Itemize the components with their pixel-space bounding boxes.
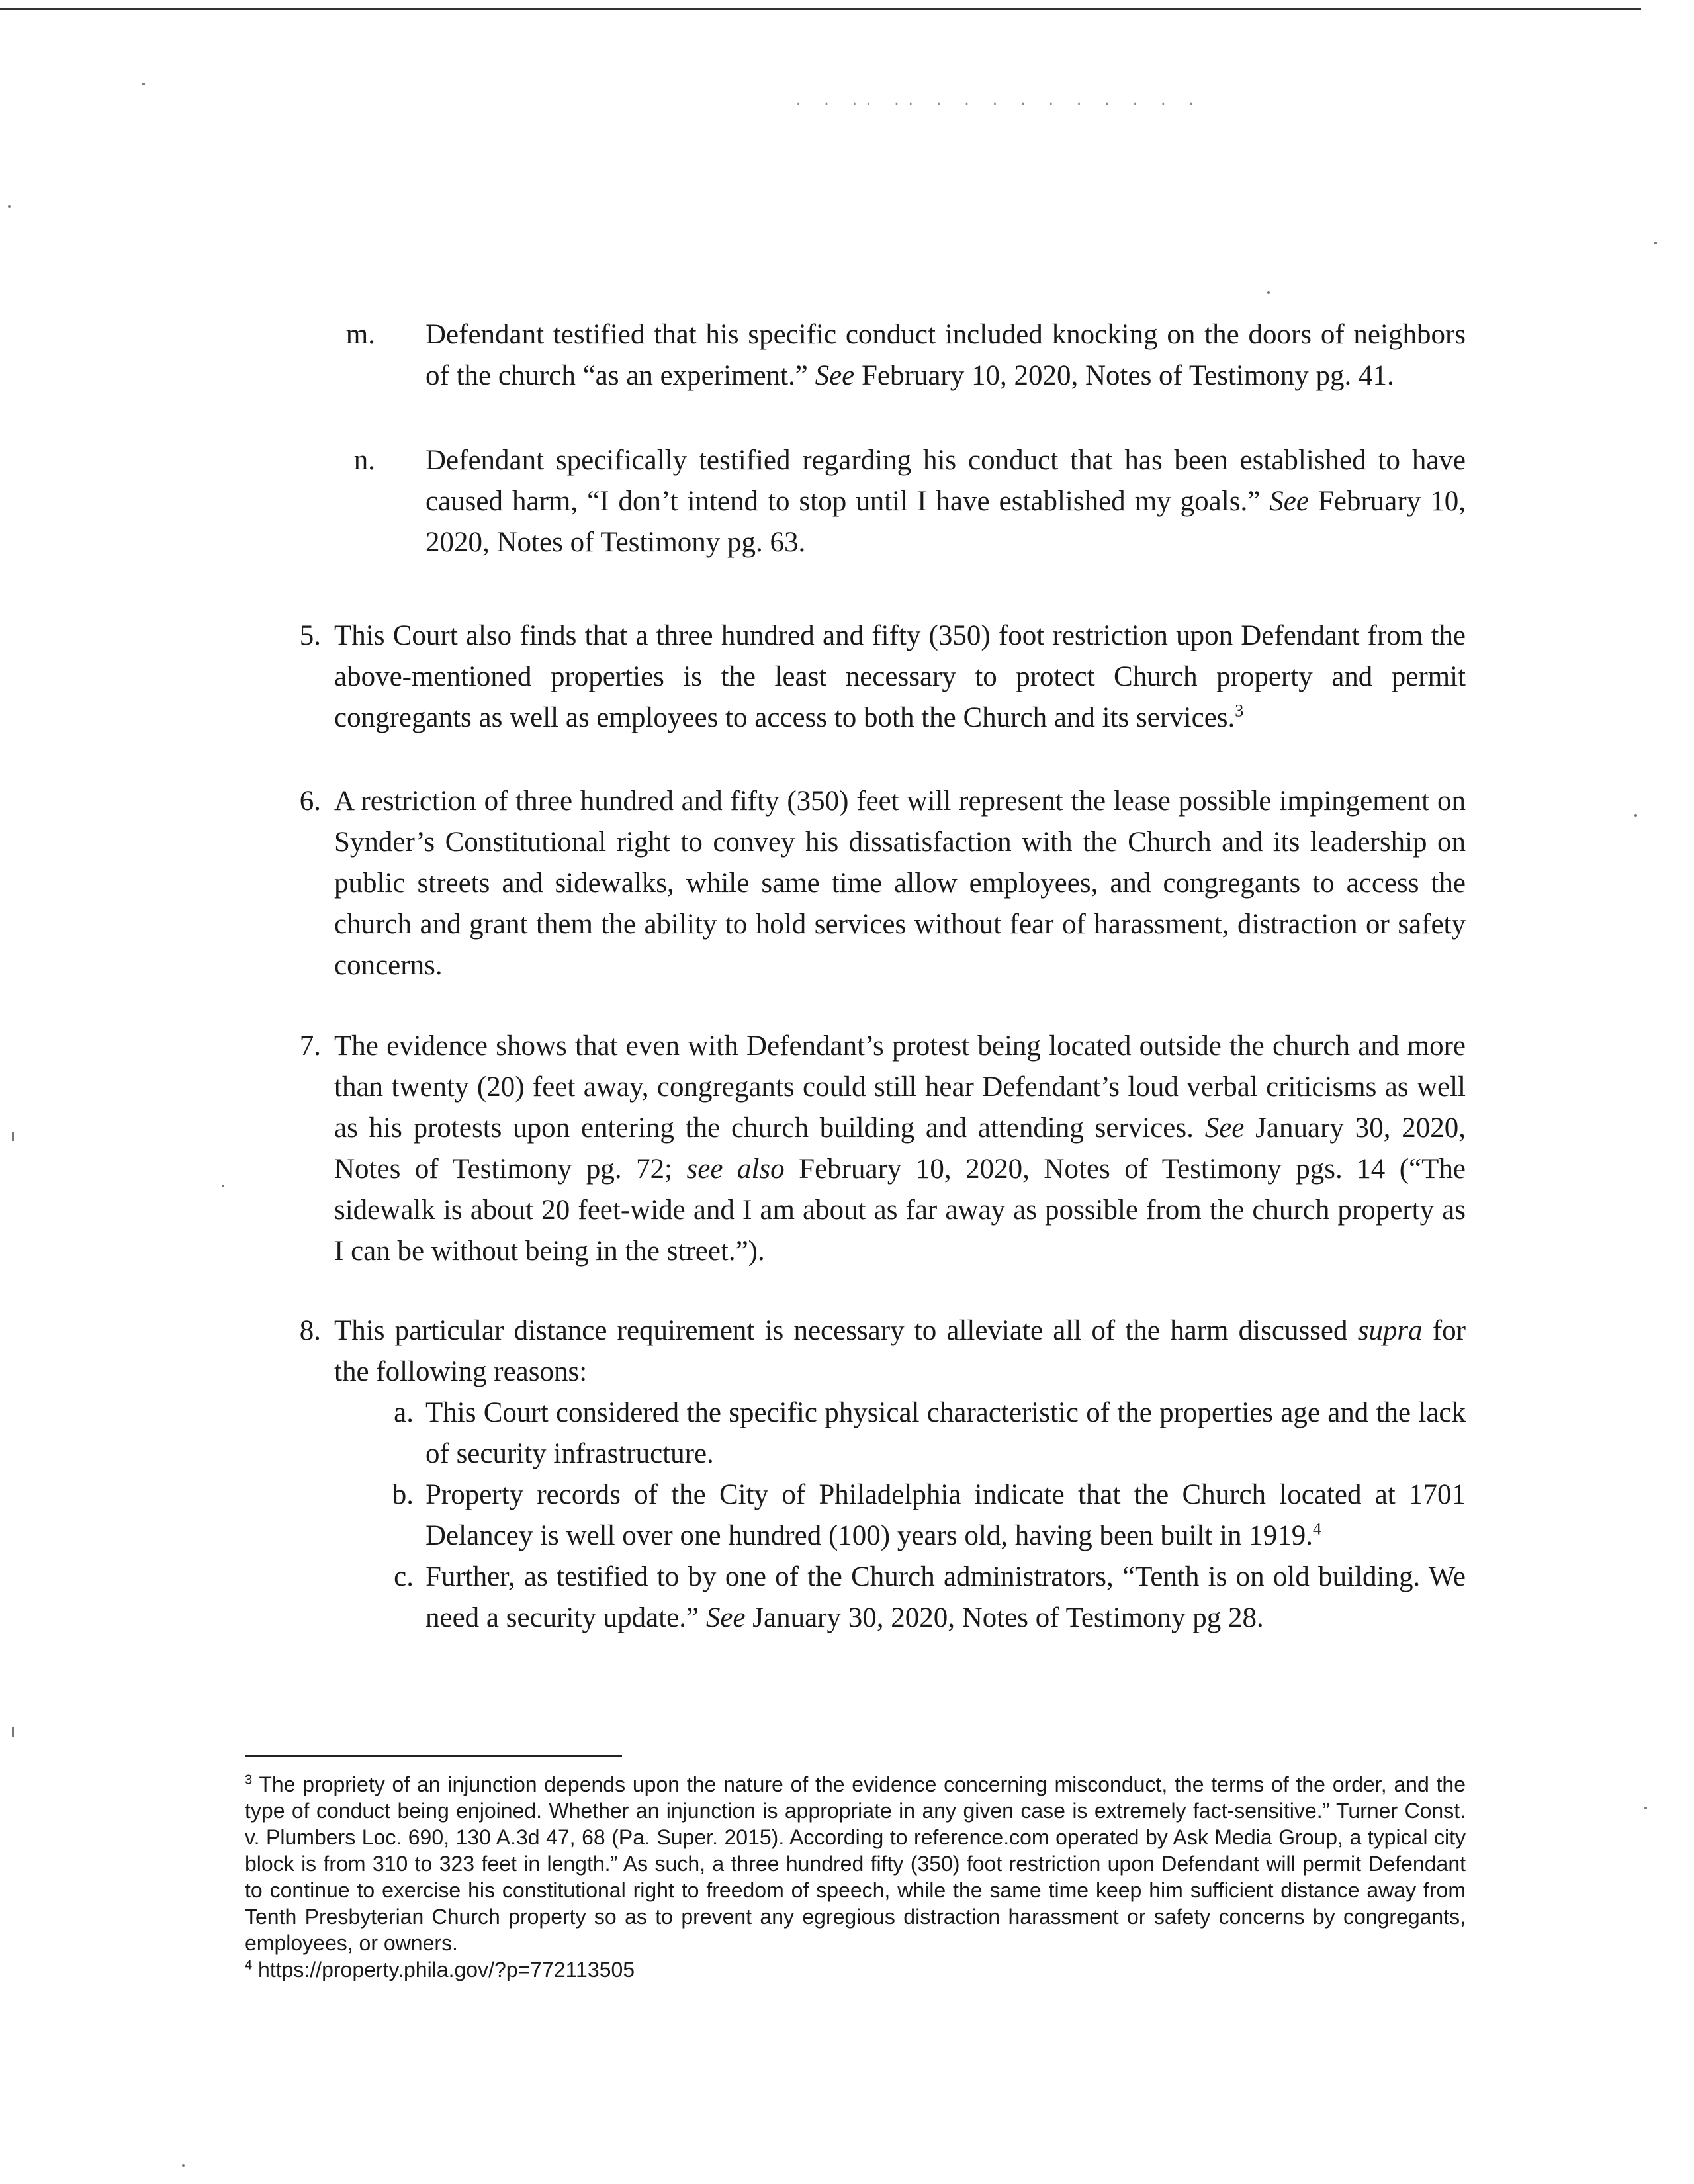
paragraph-text bbox=[334, 1310, 1466, 1639]
sub-item-b bbox=[392, 1475, 1466, 1557]
footnote-divider bbox=[245, 1755, 622, 1757]
sub-item-a bbox=[394, 1392, 1466, 1475]
scan-speck bbox=[142, 83, 145, 85]
scan-speck bbox=[8, 205, 11, 208]
paragraph-number: 5. bbox=[299, 620, 321, 651]
paragraph-number: 6. bbox=[299, 786, 321, 817]
item-marker: b. bbox=[392, 1479, 414, 1510]
scan-border-line bbox=[0, 8, 1641, 10]
item-marker: n. bbox=[353, 445, 375, 476]
item-text: Defendant specifically testified regarding his conduct that has been established to have caused harm, “I don’t intend to stop until I have established my goals.” See February 10, 2020, Notes of Testimony pg. 63. bbox=[425, 445, 1466, 558]
scan-speck bbox=[1267, 291, 1270, 294]
paragraph-text: A restriction of three hundred and fifty (350) feet will represent the lease possible impingement on Synder’s Constitutional right to convey his dissatisfaction with the Church and its leadership on public streets and sidewalks, while same time allow employees, and congregants to access the church and grant them the ability to hold services without fear of harassment, distraction or safety concerns. bbox=[334, 786, 1466, 981]
item-text: This Court considered the specific physical characteristic of the properties age and the lack of security infrastructure. bbox=[425, 1397, 1466, 1469]
footnote-3: $^3$ The propriety of an injunction depends upon the nature of the evidence concerning misconduct, the terms of the order, and the type of conduct being enjoined. Whether an injunction is appropriate in any given case is extremely fact-sensitive.” Turner Const. v. Plumbers Loc. 690, 130 A.3d 47, 68 (Pa. Super. 2015). According to reference.com operated by Ask Media Group, a typical city block is from 310 to 323 feet in length.” As such, a three hundred fifty (350) foot restriction upon Defendant will permit Defendant to continue to exercise his constitutional right to freedom of speech, while the same time keep him sufficient distance away from Tenth Presbyterian Church property so as to prevent any egregious distraction harassment or safety concerns by congregants, employees, or owners. bbox=[245, 1772, 1466, 1955]
scan-noise: . . .. .. . . . . . . . . . . bbox=[794, 93, 1201, 109]
paragraph-text: The evidence shows that even with Defendant’s protest being located outside the church and more than twenty (20) feet away, congregants could still hear Defendant’s loud verbal criticisms as well as his protests upon entering the church building and attending services. See January 30, 2020, Notes of Testimony pg. 72; see also February 10, 2020, Notes of Testimony pgs. 14 (“The sidewalk is about 20 feet-wide and I am about as far away as possible from the church property as I can be without being in the street.”). bbox=[334, 1030, 1466, 1267]
scan-speck bbox=[182, 2164, 185, 2167]
scan-speck bbox=[1634, 814, 1637, 817]
item-text: Property records of the City of Philadelphia indicate that the Church located at 1701 Delancey is well over one hundred (100) years old, having been built in 1919.$^4$ bbox=[425, 1479, 1466, 1551]
scan-speck bbox=[12, 1727, 14, 1737]
sub-item-c bbox=[394, 1557, 1466, 1639]
paragraph-number: 8. bbox=[299, 1315, 321, 1346]
footnote-number: 3 bbox=[245, 1772, 253, 1788]
item-marker: a. bbox=[394, 1397, 414, 1428]
scan-speck bbox=[222, 1185, 224, 1187]
paragraph-number: 7. bbox=[299, 1030, 321, 1062]
paragraph-lead: This particular distance requirement is necessary to alleviate all of the harm discussed supra for the following reasons: bbox=[334, 1315, 1466, 1387]
paragraph-text: This Court also finds that a three hundred and fifty (350) foot restriction upon Defendant from the above-mentioned properties is the least necessary to protect Church property and permit congregants as well as employees to access to both the Church and its services.$^3$ bbox=[334, 620, 1466, 733]
footnote-number: 4 bbox=[245, 1958, 253, 1973]
footnote-4: $^4$ https://property.phila.gov/?p=772113505 bbox=[245, 1958, 635, 1981]
footnotes bbox=[245, 1771, 1466, 1983]
scan-speck bbox=[1654, 242, 1657, 244]
item-marker: m. bbox=[345, 319, 375, 350]
item-text: Defendant testified that his specific conduct included knocking on the doors of neighbors of the church “as an experiment.” See February 10, 2020, Notes of Testimony pg. 41. bbox=[425, 319, 1466, 391]
footnote-ref: 4 bbox=[1313, 1519, 1321, 1539]
scan-speck bbox=[1644, 1807, 1647, 1809]
item-text: Further, as testified to by one of the Church administrators, “Tenth is on old building. We need a security update.” See January 30, 2020, Notes of Testimony pg 28. bbox=[425, 1561, 1466, 1633]
scan-speck bbox=[12, 1132, 14, 1141]
item-marker: c. bbox=[394, 1561, 414, 1592]
footnote-ref: 3 bbox=[1235, 701, 1244, 721]
